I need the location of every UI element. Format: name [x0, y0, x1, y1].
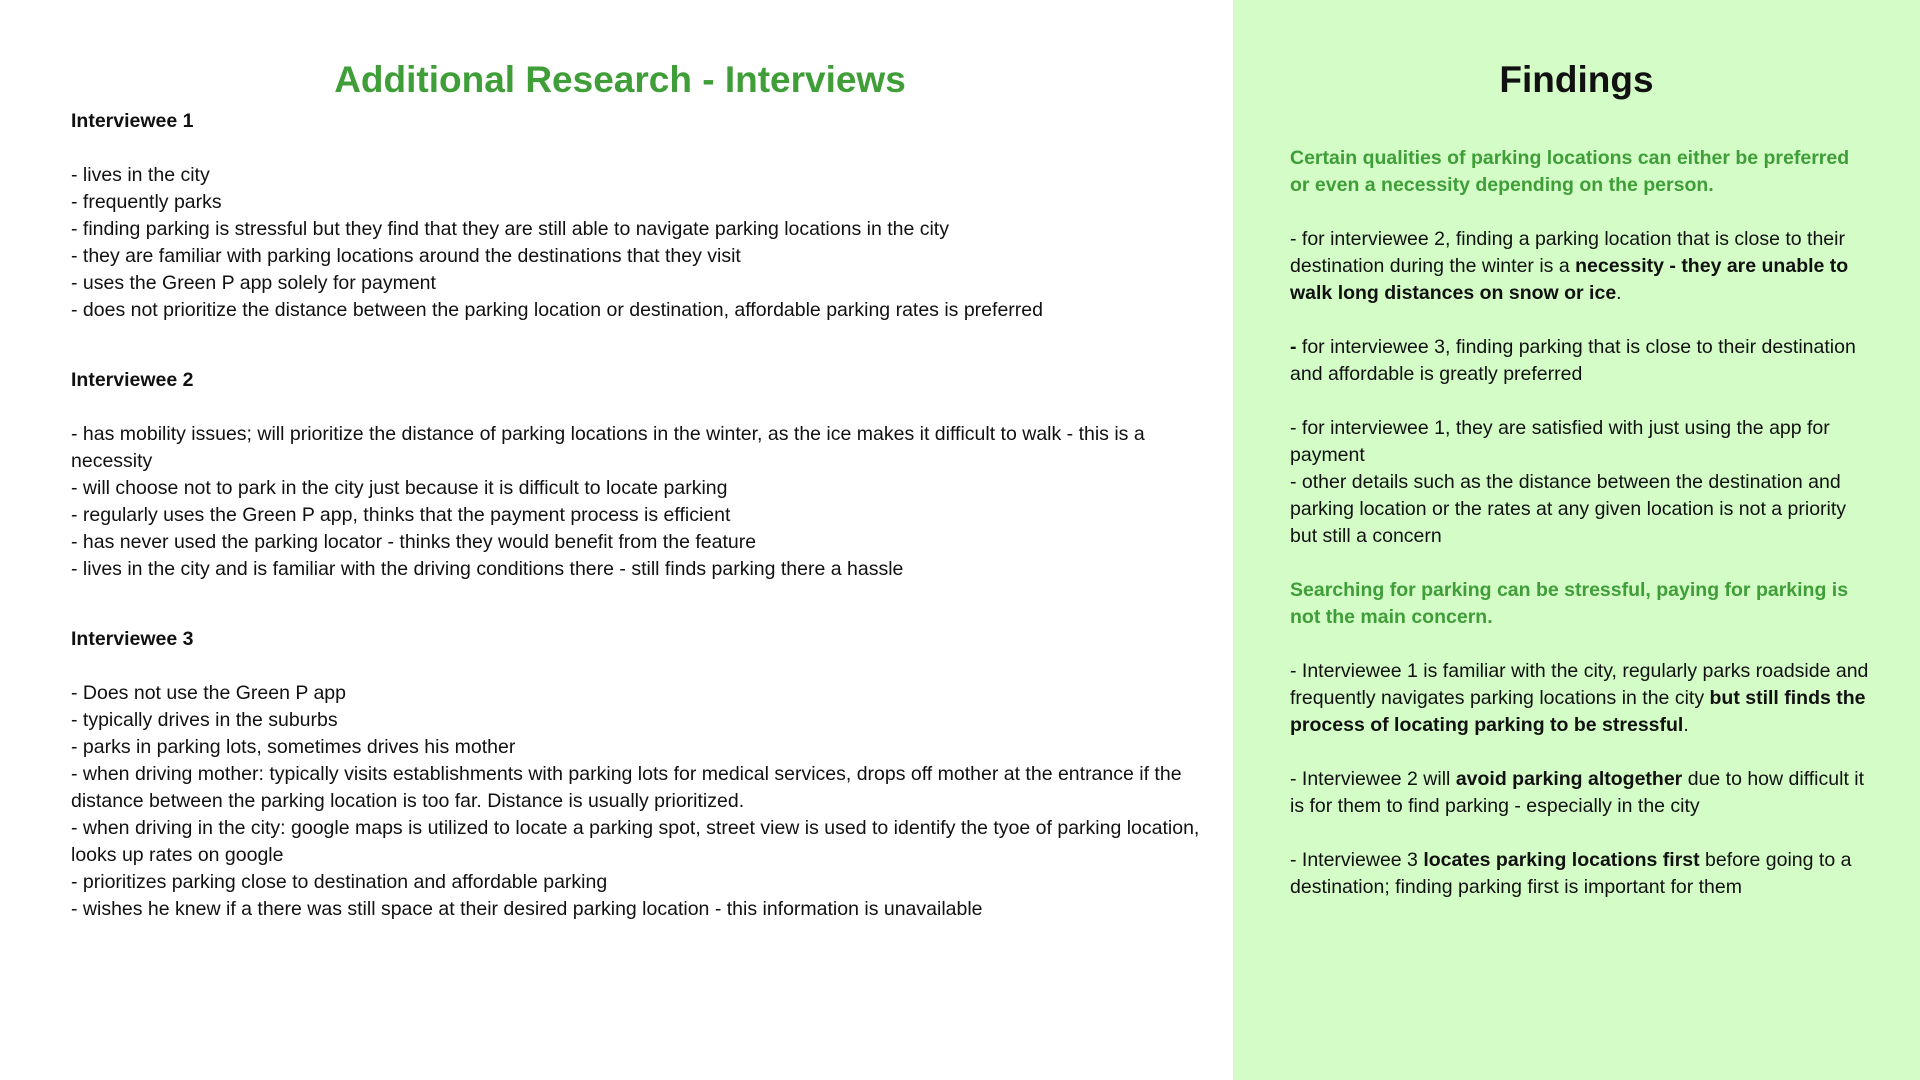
interviewee-1-heading: Interviewee 1: [71, 110, 194, 132]
interviewee-3-point: - wishes he knew if a there was still space at their desired parking location - this information is unavailable: [71, 898, 983, 920]
finding-text: [1290, 847, 1870, 901]
finding-1-point-interviewee-1: [1290, 415, 1870, 550]
findings-title: Findings: [1499, 59, 1654, 100]
findings-panel: [1233, 0, 1920, 1080]
interviewee-1-section: [71, 108, 1201, 324]
finding-1-point-interviewee-3: [1290, 334, 1870, 388]
interviewee-3-point: - when driving mother: typically visits establishments with parking lots for medical services, drops off mother at the entrance if the distance between the parking location is too far. Distance is usually prioritized.: [71, 763, 1182, 812]
finding-text: - other details such as the distance between the destination and parking location or the rates at any given location is not a priority but still a concern: [1290, 471, 1847, 547]
finding-2-point-interviewee-2: [1290, 766, 1870, 820]
finding-text: [1290, 766, 1870, 820]
finding-text-part: - Interviewee 2 will: [1290, 768, 1456, 790]
interviewee-3-heading: Interviewee 3: [71, 628, 194, 650]
finding-2-point-interviewee-1: [1290, 658, 1870, 739]
interviewee-1-point: - lives in the city: [71, 164, 210, 186]
finding-text-end: before going to a destination; finding parking first is important for them: [1290, 849, 1852, 898]
finding-text: [1290, 658, 1870, 739]
interviewee-3-point: - parks in parking lots, sometimes drives his mother: [71, 736, 516, 758]
interviewee-1-point: - frequently parks: [71, 191, 222, 213]
finding-text-part: - Interviewee 3: [1290, 849, 1424, 871]
finding-2-point-interviewee-3: [1290, 847, 1870, 901]
finding-emphasis: but still finds the process of locating parking to be stressful: [1290, 687, 1866, 736]
finding-text: - for interviewee 1, they are satisfied with just using the app for payment: [1290, 417, 1830, 466]
interviewee-3-point: - when driving in the city: google maps is utilized to locate a parking spot, street view is used to identify the tyoe of parking location, looks up rates on google: [71, 817, 1200, 866]
finding-emphasis: locates parking locations first: [1423, 849, 1700, 871]
interviewee-3-point: - prioritizes parking close to destination and affordable parking: [71, 871, 608, 893]
interviewee-1-point: - uses the Green P app solely for payment: [71, 272, 436, 294]
finding-2-heading: Searching for parking can be stressful, paying for parking is not the main concern.: [1290, 579, 1849, 628]
finding-emphasis: necessity - they are unable to walk long distances on snow or ice: [1290, 255, 1849, 304]
finding-dash: -: [1290, 336, 1297, 358]
interviewee-3-point: - typically drives in the suburbs: [71, 709, 338, 731]
interviewee-2-point: - will choose not to park in the city just because it is difficult to locate parking: [71, 477, 728, 499]
finding-text-part: - Interviewee 1 is familiar with the city, regularly parks roadside and frequently navigates parking locations in the city: [1290, 660, 1869, 709]
interviewee-2-heading: Interviewee 2: [71, 369, 194, 391]
interviewee-2-point: - has mobility issues; will prioritize the distance of parking locations in the winter, as the ice makes it difficult to walk - this is a necessity: [71, 423, 1145, 472]
interviewee-1-point: - finding parking is stressful but they find that they are still able to navigate parking locations in the city: [71, 218, 949, 240]
finding-text-end: .: [1683, 714, 1689, 736]
finding-1-point-interviewee-2: [1290, 226, 1870, 307]
finding-text: [1290, 226, 1870, 307]
finding-1-heading: Certain qualities of parking locations can either be preferred or even a necessity depending on the person.: [1290, 147, 1850, 196]
finding-emphasis: avoid parking altogether: [1455, 768, 1683, 790]
finding-text-end: .: [1616, 282, 1622, 304]
finding-text: [1290, 334, 1870, 388]
findings-list: [1290, 145, 1870, 928]
interviewee-2-section: [71, 367, 1201, 583]
interviews-list: [71, 108, 1201, 966]
interviewee-2-point: - has never used the parking locator - thinks they would benefit from the feature: [71, 531, 757, 553]
interviewee-2-point: - lives in the city and is familiar with the driving conditions there - still finds parking there a hassle: [71, 558, 904, 580]
interviewee-1-point: - they are familiar with parking locations around the destinations that they visit: [71, 245, 741, 267]
interviewee-3-section: [71, 626, 1201, 923]
interviewee-2-point: - regularly uses the Green P app, thinks that the payment process is efficient: [71, 504, 731, 526]
interviewee-3-point: - Does not use the Green P app: [71, 682, 346, 704]
interviewee-1-point: - does not prioritize the distance between the parking location or destination, affordable parking rates is preferred: [71, 299, 1043, 321]
finding-text-part: - for interviewee 2, finding a parking location that is close to their destination during the winter is a: [1290, 228, 1845, 277]
finding-text-part: for interviewee 3, finding parking that is close to their destination and affordable is greatly preferred: [1290, 336, 1856, 385]
finding-text-end: due to how difficult it is for them to find parking - especially in the city: [1290, 768, 1865, 817]
interviews-title: Additional Research - Interviews: [334, 59, 906, 100]
